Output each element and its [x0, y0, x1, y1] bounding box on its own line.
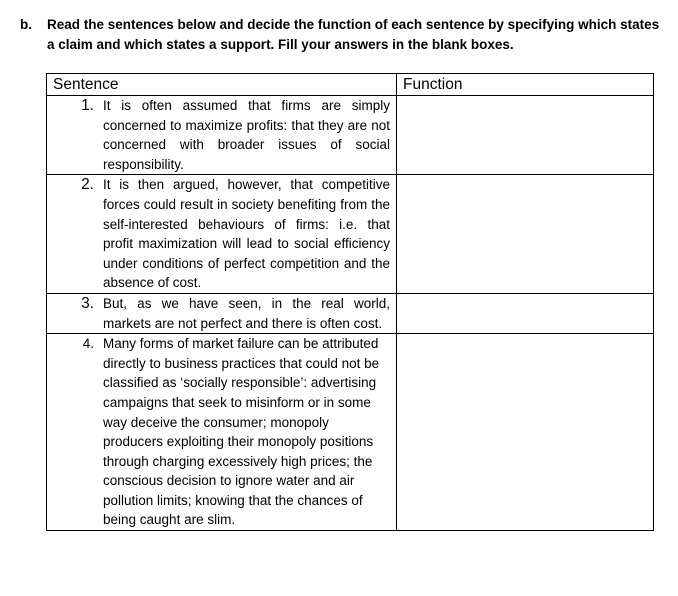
- function-answer-box-2[interactable]: [397, 175, 654, 294]
- sentence-cell-1: [47, 96, 397, 175]
- sentence-cell-3: [47, 293, 397, 333]
- sentence-text-4: Many forms of market failure can be attributed directly to business practices that could not be classified as ‘socially responsible’: advertising campaigns that seek to misinform or in some way deceive the consumer; monopoly producers exploiting their monopoly positions through charging excessively high prices; the conscious decision to ignore water and air pollution limits; knowing that the chances of being caught are slim.: [103, 336, 380, 528]
- header-function: Function: [397, 74, 654, 96]
- sentence-number-1: 1.: [81, 97, 94, 114]
- table-row: [47, 293, 654, 333]
- exercise-instruction: [20, 15, 660, 55]
- exercise-marker: b.: [20, 17, 32, 32]
- table-row: [47, 175, 654, 294]
- sentence-text-3: But, as we have seen, in the real world, markets are not perfect and there is often cost.: [103, 295, 390, 331]
- sentence-text-2: It is then argued, however, that competitive forces could result in society benefiting from the self-interested behaviours of firms: i.e. that profit maximization will lead to social efficiency under conditions of perfect competition and the absence of cost.: [103, 177, 390, 291]
- sentence-text-1: It is often assumed that firms are simply concerned to maximize profits: that they are not concerned with broader issues of social responsibility.: [103, 98, 390, 172]
- sentence-number-4: 4.: [82, 336, 94, 352]
- header-sentence: Sentence: [47, 74, 397, 96]
- instruction-text: Read the sentences below and decide the function of each sentence by specifying which states a claim and which states a support. Fill your answers in the blank boxes.: [47, 17, 660, 52]
- table-header-row: [47, 74, 654, 96]
- sentence-function-table: [46, 73, 654, 531]
- table-row: [47, 96, 654, 175]
- sentence-cell-2: [47, 175, 397, 294]
- function-answer-box-1[interactable]: [397, 96, 654, 175]
- function-answer-box-4[interactable]: [397, 334, 654, 531]
- sentence-number-2: 2.: [81, 176, 94, 194]
- function-answer-box-3[interactable]: [397, 293, 654, 333]
- sentence-number-3: 3.: [81, 294, 94, 312]
- sentence-cell-4: [47, 334, 397, 531]
- table-row: [47, 334, 654, 531]
